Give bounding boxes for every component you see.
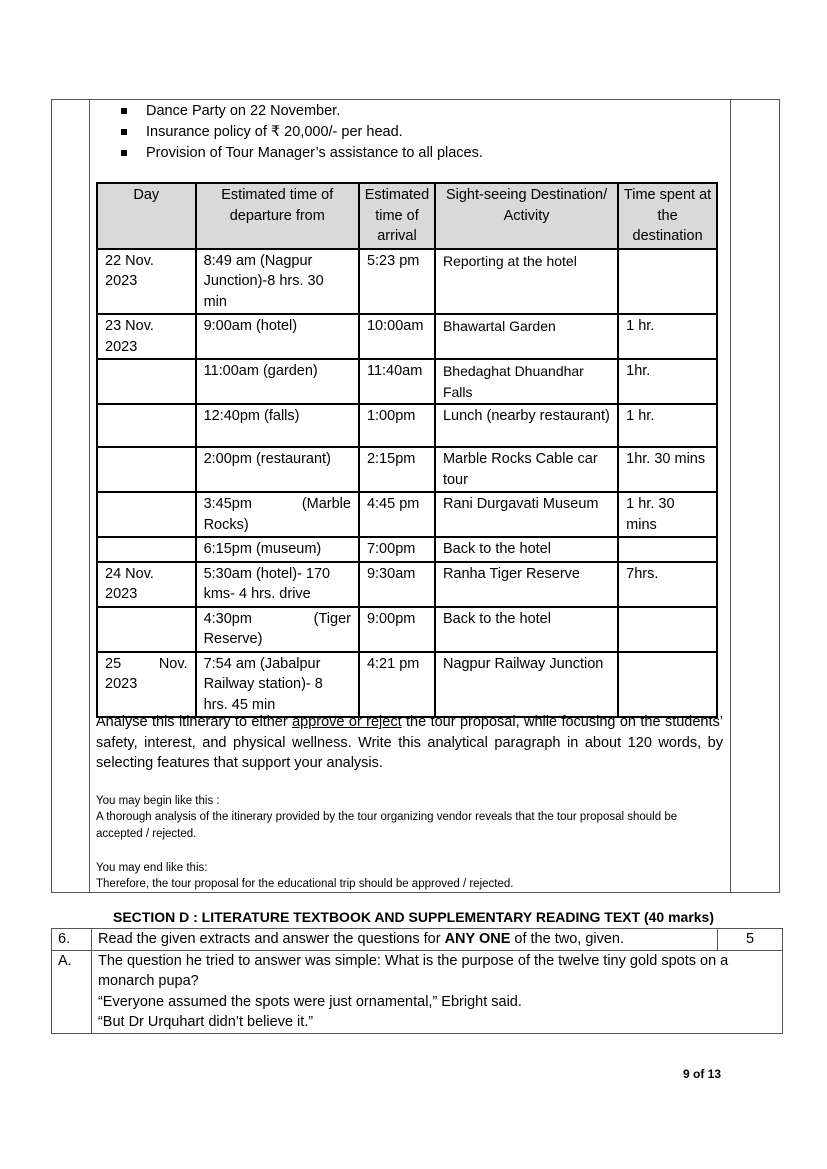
- cell-departure: 2:00pm (restaurant): [196, 447, 359, 492]
- cell-time-spent: 1hr. 30 mins: [618, 447, 717, 492]
- cell-destination: Back to the hotel: [435, 537, 618, 562]
- cell-destination: Bhawartal Garden: [435, 314, 618, 359]
- header-arrival: Estimated time of arrival: [359, 183, 435, 249]
- cell-day: [97, 492, 196, 537]
- cell-arrival: 1:00pm: [359, 404, 435, 447]
- table-row: [97, 562, 717, 607]
- cell-departure: 3:45pm (Marble Rocks): [196, 492, 359, 537]
- bullet-item: Dance Party on 22 November.: [121, 101, 483, 122]
- cell-day: 23 Nov. 2023: [97, 314, 196, 359]
- cell-departure: 9:00am (hotel): [196, 314, 359, 359]
- table-row: [97, 537, 717, 562]
- cell-time-spent: 7hrs.: [618, 562, 717, 607]
- table-row: [97, 492, 717, 537]
- cell-departure: 4:30pm (Tiger Reserve): [196, 607, 359, 652]
- cell-time-spent: 1 hr.: [618, 314, 717, 359]
- begin-text: A thorough analysis of the itinerary provided by the tour organizing vendor reveals that the tour proposal should be accepted / rejected.: [96, 811, 678, 840]
- cell-destination: Ranha Tiger Reserve: [435, 562, 618, 607]
- cell-day: [97, 537, 196, 562]
- features-list: [121, 101, 483, 164]
- cell-departure: 11:00am (garden): [196, 359, 359, 404]
- cell-time-spent: [618, 607, 717, 652]
- question-text-part: of the two, given.: [510, 931, 625, 947]
- question-text-bold: ANY ONE: [444, 931, 511, 947]
- cell-arrival: 10:00am: [359, 314, 435, 359]
- cell-time-spent: [618, 537, 717, 562]
- page-number: 9 of 13: [683, 1067, 722, 1081]
- cell-time-spent: [618, 249, 717, 315]
- cell-arrival: 9:00pm: [359, 607, 435, 652]
- cell-day: 22 Nov. 2023: [97, 249, 196, 315]
- cell-departure: 5:30am (hotel)- 170 kms- 4 hrs. drive: [196, 562, 359, 607]
- begin-label: You may begin like this :: [96, 795, 220, 807]
- cell-departure: 8:49 am (Nagpur Junction)-8 hrs. 30 min: [196, 249, 359, 315]
- cell-day: [97, 607, 196, 652]
- question-text-part: Read the given extracts and answer the questions for: [97, 931, 445, 947]
- cell-arrival: 9:30am: [359, 562, 435, 607]
- frame-divider-left: [89, 100, 90, 892]
- cell-time-spent: 1 hr. 30 mins: [618, 492, 717, 537]
- bullet-item: Provision of Tour Manager’s assistance to all places.: [121, 143, 483, 164]
- analysis-text: the tour proposal, while focusing on the students’ safety, interest, and physical wellness. Write this analytical paragraph in about 120 words, by selecting features that support your analysis.: [96, 714, 723, 771]
- cell-time-spent: [618, 652, 717, 718]
- cell-arrival: 2:15pm: [359, 447, 435, 492]
- question-table: [51, 928, 783, 1034]
- cell-day: [97, 404, 196, 447]
- cell-time-spent: 1hr.: [618, 359, 717, 404]
- cell-departure: 6:15pm (museum): [196, 537, 359, 562]
- cell-day: 25 Nov. 2023: [97, 652, 196, 718]
- cell-day: 24 Nov. 2023: [97, 562, 196, 607]
- section-title: SECTION D : LITERATURE TEXTBOOK AND SUPPLEMENTARY READING TEXT (40 marks): [112, 909, 715, 925]
- header-day: Day: [97, 183, 196, 249]
- cell-arrival: 4:45 pm: [359, 492, 435, 537]
- cell-departure: 12:40pm (falls): [196, 404, 359, 447]
- cell-destination: Rani Durgavati Museum: [435, 492, 618, 537]
- question-row: [52, 929, 783, 951]
- table-row: [97, 249, 717, 315]
- extract-row: [52, 950, 783, 1033]
- cell-time-spent: 1 hr.: [618, 404, 717, 447]
- question-number: 6.: [52, 929, 92, 951]
- table-row: [97, 314, 717, 359]
- cell-arrival: 11:40am: [359, 359, 435, 404]
- analysis-underlined: approve or reject: [292, 714, 402, 730]
- cell-destination: Bhedaghat Dhuandhar Falls: [435, 359, 618, 404]
- end-label: You may end like this:: [96, 862, 208, 874]
- cell-destination: Nagpur Railway Junction: [435, 652, 618, 718]
- cell-destination: Back to the hotel: [435, 607, 618, 652]
- table-row: [97, 447, 717, 492]
- cell-arrival: 7:00pm: [359, 537, 435, 562]
- cell-arrival: 4:21 pm: [359, 652, 435, 718]
- itinerary-table: [96, 182, 718, 718]
- extract-line: “Everyone assumed the spots were just ornamental,” Ebright said.: [97, 993, 522, 1010]
- cell-destination: Reporting at the hotel: [435, 249, 618, 315]
- analysis-text: Analyse this itinerary to either: [96, 714, 293, 730]
- cell-day: [97, 447, 196, 492]
- end-text: Therefore, the tour proposal for the educational trip should be approved / rejected.: [96, 878, 514, 890]
- extract-label: A.: [52, 950, 92, 1033]
- cell-day: [97, 359, 196, 404]
- table-row: [97, 359, 717, 404]
- cell-destination: Marble Rocks Cable car tour: [435, 447, 618, 492]
- extract-text: [91, 950, 782, 1033]
- question-marks: 5: [718, 929, 783, 951]
- extract-line: The question he tried to answer was simple: What is the purpose of the twelve tiny gold spots on a monarch pupa?: [97, 952, 729, 989]
- table-row: [97, 404, 717, 447]
- table-header-row: [97, 183, 717, 249]
- cell-destination: Lunch (nearby restaurant): [435, 404, 618, 447]
- frame-divider-right: [730, 100, 731, 892]
- cell-arrival: 5:23 pm: [359, 249, 435, 315]
- extract-line: “But Dr Urquhart didn’t believe it.”: [97, 1014, 314, 1030]
- table-row: [97, 607, 717, 652]
- analysis-instructions: [96, 712, 723, 774]
- cell-departure: 7:54 am (Jabalpur Railway station)- 8 hrs. 45 min: [196, 652, 359, 718]
- table-row: [97, 652, 717, 718]
- bullet-item: Insurance policy of ₹ 20,000/- per head.: [121, 122, 483, 143]
- header-destination: Sight-seeing Destination/ Activity: [435, 183, 618, 249]
- question-text: [91, 929, 717, 951]
- header-time-spent: Time spent at the destination: [618, 183, 717, 249]
- header-departure: Estimated time of departure from: [196, 183, 359, 249]
